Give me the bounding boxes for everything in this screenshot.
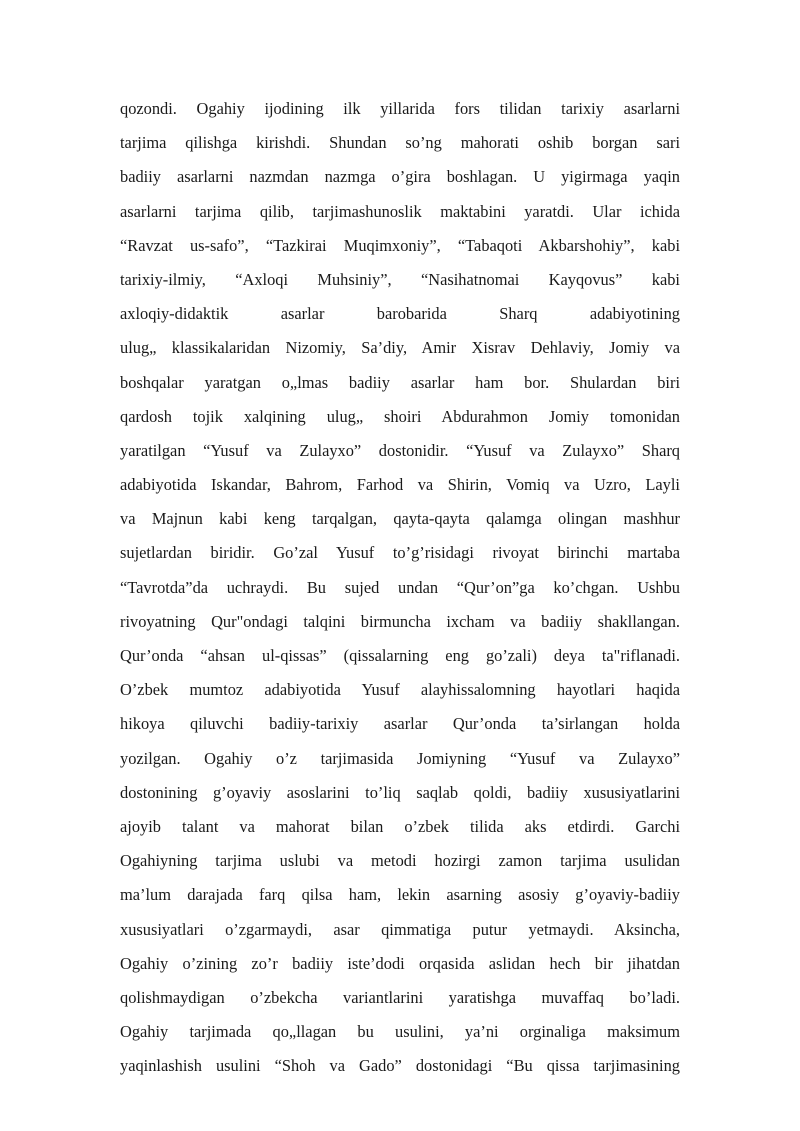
body-text [120, 92, 680, 1083]
text-line-20: yozilgan. Ogahiy o’z tarjimasida Jomiyning “Yusuf va Zulayxo” [120, 748, 680, 768]
text-line-11: yaratilgan “Yusuf va Zulayxo” dostonidir. “Yusuf va Zulayxo” Sharq [120, 440, 680, 460]
text-line-12: adabiyotida Iskandar, Bahrom, Farhod va Shirin, Vomiq va Uzro, Layli [120, 475, 680, 495]
text-line-21: dostonining g’oyaviy asoslarini to’liq saqlab qoldi, badiiy xususiyatlarini [120, 782, 680, 802]
text-line-6: tarixiy-ilmiy, “Axloqi Muhsiniy”, “Nasihatnomai Kayqovus” kabi [120, 269, 680, 289]
text-line-29: yaqinlashish usulini “Shoh va Gado” dostonidagi “Bu qissa tarjimasining [120, 1056, 680, 1076]
text-line-8: ulug„ klassikalaridan Nizomiy, Sa’diy, Amir Xisrav Dehlaviy, Jomiy va [120, 338, 680, 358]
text-line-13: va Majnun kabi keng tarqalgan, qayta-qayta qalamga olingan mashhur [120, 509, 680, 529]
text-line-3: badiiy asarlarni nazmdan nazmga o’gira boshlagan. U yigirmaga yaqin [120, 167, 680, 187]
text-line-26: Ogahiy o’zining zo’r badiiy iste’dodi orqasida aslidan hech bir jihatdan [120, 953, 680, 973]
text-line-25: xususiyatlari o’zgarmaydi, asar qimmatiga putur yetmaydi. Aksincha, [120, 919, 680, 939]
text-line-9: boshqalar yaratgan o„lmas badiiy asarlar ham bor. Shulardan biri [120, 372, 680, 392]
text-line-28: Ogahiy tarjimada qo„llagan bu usulini, ya’ni orginaliga maksimum [120, 1022, 680, 1042]
text-line-1: qozondi. Ogahiy ijodining ilk yillarida fors tilidan tarixiy asarlarni [120, 99, 680, 118]
text-line-23: Ogahiyning tarjima uslubi va metodi hozirgi zamon tarjima usulidan [120, 851, 680, 871]
text-line-14: sujetlardan biridir. Go’zal Yusuf to’g’risidagi rivoyat birinchi martaba [120, 543, 680, 563]
text-line-24: ma’lum darajada farq qilsa ham, lekin asarning asosiy g’oyaviy-badiiy [120, 885, 680, 905]
text-line-2: tarjima qilishga kirishdi. Shundan so’ng mahorati oshib borgan sari [120, 133, 680, 153]
text-line-4: asarlarni tarjima qilib, tarjimashunoslik maktabini yaratdi. Ular ichida [120, 201, 680, 221]
text-line-16: rivoyatning Qur"ondagi talqini birmuncha ixcham va badiiy shakllangan. [120, 611, 680, 631]
text-line-27: qolishmaydigan o’zbekcha variantlarini yaratishga muvaffaq bo’ladi. [120, 987, 680, 1007]
text-line-7: axloqiy-didaktik asarlar barobarida Sharq adabiyotining [120, 304, 680, 324]
text-line-5: “Ravzat us-safo”, “Tazkirai Muqimxoniy”, “Tabaqoti Akbarshohiy”, kabi [120, 235, 680, 255]
text-line-15: “Tavrotda”da uchraydi. Bu sujed undan “Qur’on”ga ko’chgan. Ushbu [120, 577, 680, 597]
text-line-17: Qur’onda “ahsan ul-qissas” (qissalarning eng go’zali) deya ta"riflanadi. [120, 646, 680, 665]
text-line-19: hikoya qiluvchi badiiy-tarixiy asarlar Qur’onda ta’sirlangan holda [120, 714, 680, 734]
text-line-10: qardosh tojik xalqining ulug„ shoiri Abdurahmon Jomiy tomonidan [120, 406, 680, 426]
text-line-18: O’zbek mumtoz adabiyotida Yusuf alayhissalomning hayotlari haqida [120, 680, 680, 700]
text-line-22: ajoyib talant va mahorat bilan o’zbek tilida aks etdirdi. Garchi [120, 816, 680, 836]
